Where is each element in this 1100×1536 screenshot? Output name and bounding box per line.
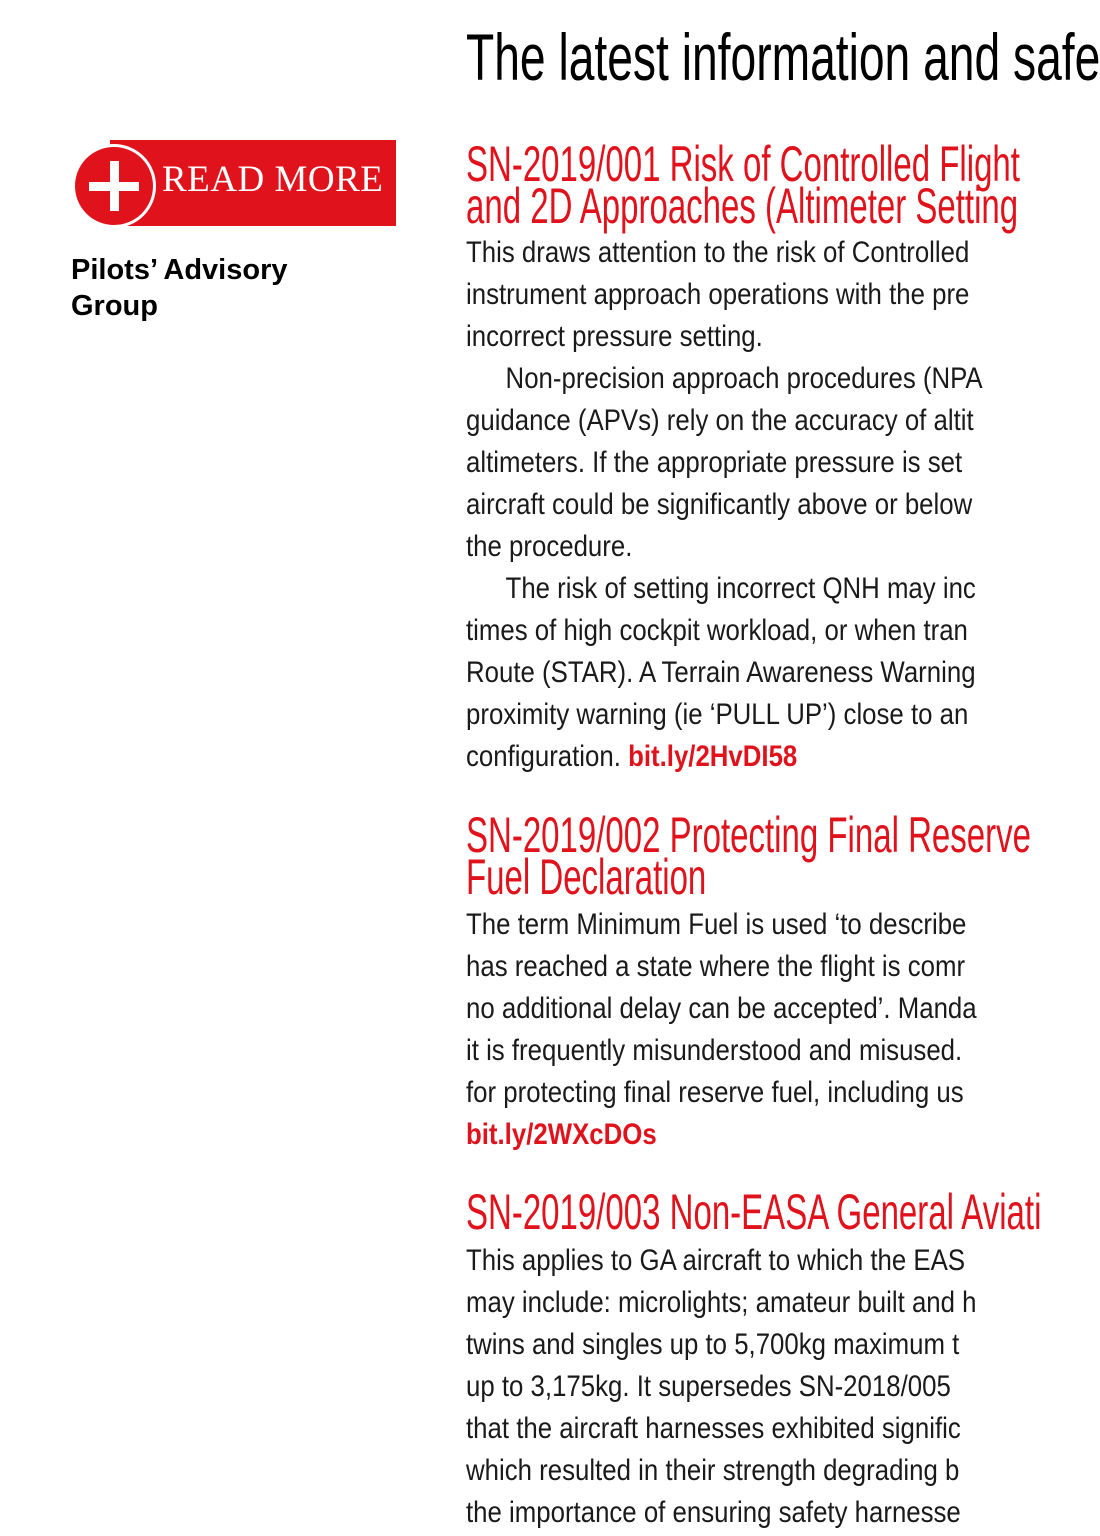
body-line: that the aircraft harnesses exhibited signific — [466, 1412, 961, 1445]
group-name-line: Group — [71, 290, 158, 322]
body-line: aircraft could be significantly above or below — [466, 488, 973, 521]
page-title: The latest information and safe — [466, 20, 1100, 94]
body-line: proximity warning (ie ‘PULL UP’) close to an — [466, 698, 969, 731]
notice-body — [466, 232, 983, 778]
plus-icon — [72, 144, 156, 228]
read-more-button[interactable] — [72, 138, 396, 226]
body-line: Non-precision approach procedures (NPA — [505, 362, 983, 395]
group-name-line: Pilots’ Advisory — [71, 254, 288, 286]
body-line: guidance (APVs) rely on the accuracy of altit — [466, 404, 974, 437]
body-line: it is frequently misunderstood and misused. — [466, 1034, 963, 1067]
notice-heading — [466, 807, 1031, 905]
body-line: incorrect pressure setting. — [466, 320, 763, 353]
body-line: instrument approach operations with the pre — [466, 278, 970, 311]
body-line: Route (STAR). A Terrain Awareness Warning — [466, 656, 976, 689]
body-line: times of high cockpit workload, or when tran — [466, 614, 968, 647]
read-more-label: READ MORE — [162, 159, 384, 200]
heading-line: and 2D Approaches (Altimeter Setting — [466, 178, 1019, 234]
body-line: up to 3,175kg. It supersedes SN-2018/005 — [466, 1370, 951, 1403]
body-line: the procedure. — [466, 530, 633, 563]
body-line: the importance of ensuring safety harnesse — [466, 1496, 961, 1529]
notice-heading — [466, 1184, 1042, 1240]
notice-link[interactable]: bit.ly/2HvDI58 — [628, 740, 798, 773]
body-line: twins and singles up to 5,700kg maximum t — [466, 1328, 960, 1361]
heading-line: SN-2019/001 Risk of Controlled Flight — [466, 136, 1020, 192]
body-line: has reached a state where the flight is comr — [466, 950, 966, 983]
main-column — [466, 0, 1100, 1536]
heading-line: Fuel Declaration — [466, 849, 707, 905]
body-text: configuration. — [466, 740, 621, 773]
body-line: for protecting final reserve fuel, including us — [466, 1076, 964, 1109]
heading-line: SN-2019/003 Non-EASA General Aviati — [466, 1184, 1042, 1240]
body-line: This draws attention to the risk of Controlled — [466, 236, 970, 269]
notice-heading — [466, 136, 1020, 234]
body-line: no additional delay can be accepted’. Manda — [466, 992, 977, 1025]
body-line: The term Minimum Fuel is used ‘to describe — [466, 908, 967, 941]
body-line: may include: microlights; amateur built and h — [466, 1286, 977, 1319]
notice-link[interactable]: bit.ly/2WXcDOs — [466, 1118, 657, 1151]
notice-body — [466, 904, 977, 1156]
heading-line: SN-2019/002 Protecting Final Reserve — [466, 807, 1031, 863]
group-name — [71, 252, 288, 324]
body-line: The risk of setting incorrect QNH may inc — [505, 572, 976, 605]
notice-body — [466, 1240, 977, 1534]
body-line — [466, 736, 983, 778]
body-line: altimeters. If the appropriate pressure is set — [466, 446, 963, 479]
body-line: which resulted in their strength degrading b — [466, 1454, 960, 1487]
body-line: This applies to GA aircraft to which the EAS — [466, 1244, 966, 1277]
